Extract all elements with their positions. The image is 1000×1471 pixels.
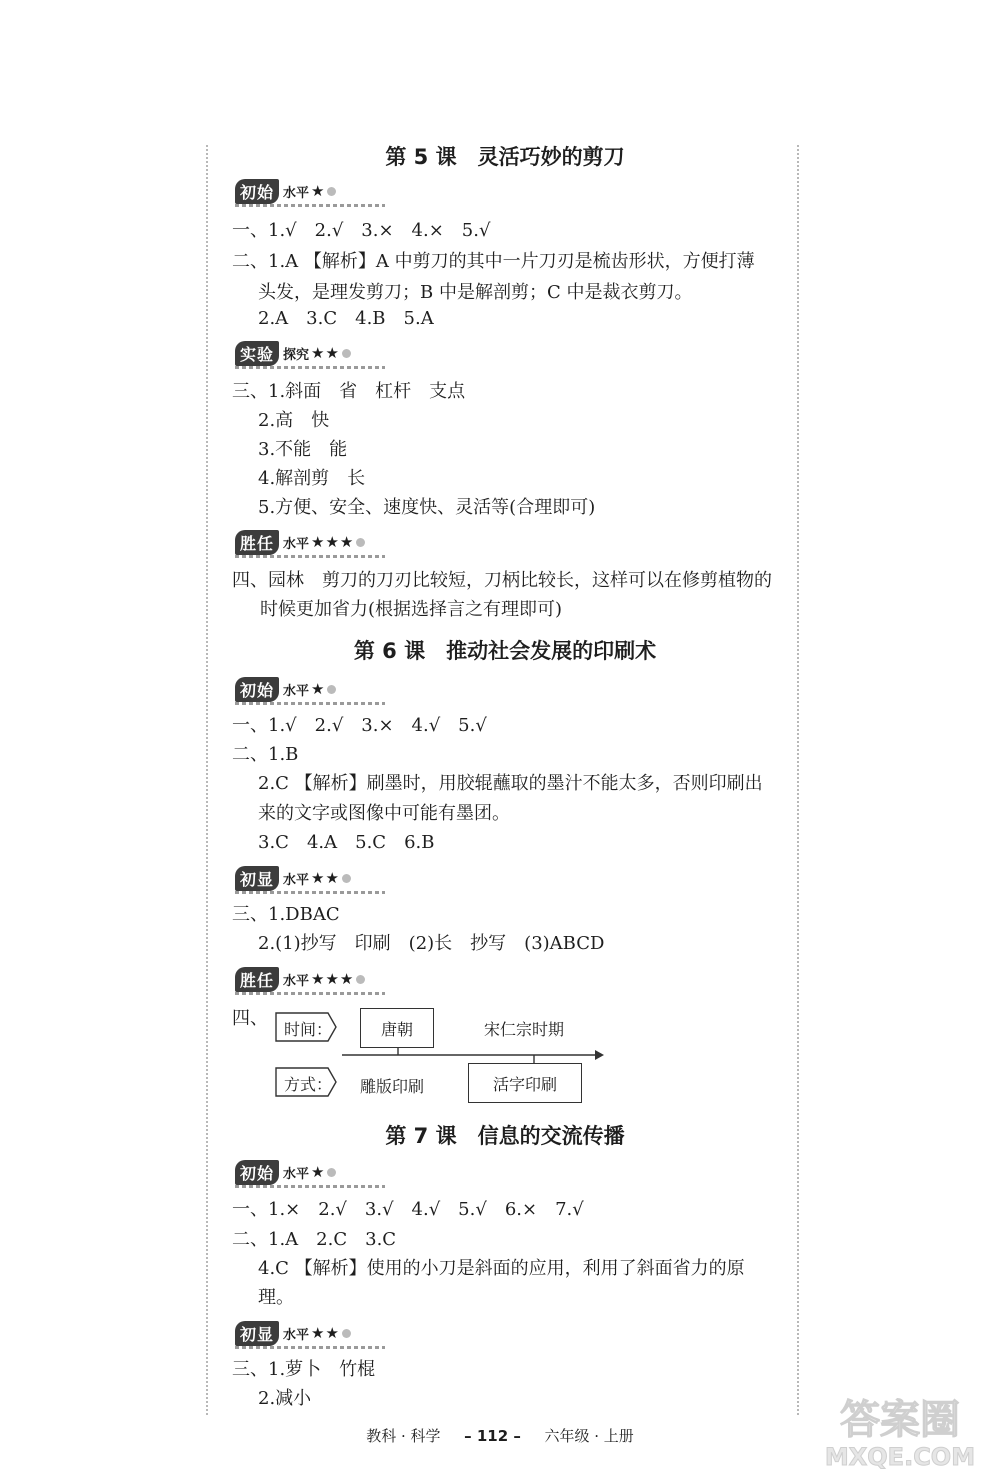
- wave-decoration: [235, 891, 385, 894]
- answer-line: 一、1.× 2.√ 3.√ 4.√ 5.√ 6.× 7.√: [232, 1199, 584, 1220]
- time-2: 宋仁宗时期: [484, 1020, 565, 1039]
- lesson7-badge-show: [235, 1320, 351, 1346]
- footer-subject: 教科 · 科学: [366, 1427, 441, 1445]
- badge-level: 水平: [283, 872, 310, 888]
- lesson5-badge-explore: [235, 340, 351, 366]
- badge-tag: 初显: [235, 1321, 279, 1346]
- answer-line: 2.A 3.C 4.B 5.A: [258, 308, 434, 329]
- answer-line: 3.C 4.A 5.C 6.B: [258, 832, 435, 853]
- badge-tag: 实验: [235, 341, 279, 366]
- dot-icon: [342, 349, 351, 358]
- answer-line: 三、1.斜面 省 杠杆 支点: [232, 381, 466, 402]
- dot-icon: [327, 187, 336, 196]
- badge-tag: 初始: [235, 179, 279, 204]
- badge-level: 水平: [283, 536, 310, 552]
- answer-line: 4.解剖剪 长: [258, 468, 366, 489]
- answer-line: 四、园林 剪刀的刀刃比较短，刀柄比较长，这样可以在修剪植物的: [232, 570, 772, 591]
- footer-grade: 六年级 · 上册: [544, 1427, 634, 1445]
- watermark-top: 答案圈: [840, 1397, 960, 1443]
- star-icon: ★★: [311, 869, 340, 887]
- answer-line: 一、1.√ 2.√ 3.× 4.× 5.√: [232, 220, 491, 241]
- dot-icon: [342, 874, 351, 883]
- left-margin-line: [206, 145, 208, 1415]
- method-label: 方式：: [284, 1074, 333, 1094]
- lesson6-badge-competent: [235, 966, 365, 992]
- badge-level: 水平: [283, 1166, 310, 1182]
- lesson7-badge-basic: [235, 1159, 336, 1185]
- lesson7-title: 第 7 课 信息的交流传播: [385, 1124, 625, 1148]
- method-1: 雕版印刷: [360, 1077, 425, 1096]
- lesson5-title: 第 5 课 灵活巧妙的剪刀: [385, 145, 625, 169]
- answer-line: 4.C 【解析】使用的小刀是斜面的应用，利用了斜面省力的原: [258, 1258, 745, 1279]
- answer-line: 来的文字或图像中可能有墨团。: [258, 803, 510, 824]
- wave-decoration: [235, 204, 385, 207]
- page-number: – 112 –: [464, 1427, 521, 1445]
- answer-line: 二、1.A 2.C 3.C: [232, 1229, 397, 1250]
- method-box-2: 活字印刷: [468, 1063, 582, 1103]
- wave-decoration: [235, 1185, 385, 1188]
- badge-tag: 初显: [235, 866, 279, 891]
- time-label: 时间：: [284, 1019, 333, 1039]
- dot-icon: [327, 1168, 336, 1177]
- star-icon: ★: [311, 182, 326, 200]
- watermark-bottom: MXQE.COM: [824, 1443, 976, 1471]
- answer-line: 一、1.√ 2.√ 3.× 4.√ 5.√: [232, 715, 487, 736]
- star-icon: ★★★: [311, 533, 355, 551]
- answer-line: 2.高 快: [258, 410, 330, 431]
- lesson5-badge-basic: [235, 178, 336, 204]
- watermark-logo: [800, 1385, 1000, 1471]
- wave-decoration: [235, 555, 385, 558]
- answer-line: 二、1.B: [232, 744, 299, 765]
- answer-line: 时候更加省力(根据选择言之有理即可): [260, 599, 563, 620]
- wave-decoration: [235, 992, 385, 995]
- star-icon: ★: [311, 680, 326, 698]
- time-box-1: 唐朝: [360, 1008, 434, 1048]
- badge-tag: 胜任: [235, 530, 279, 555]
- badge-tag: 初始: [235, 1160, 279, 1185]
- star-icon: ★★★: [311, 970, 355, 988]
- star-icon: ★★: [311, 344, 340, 362]
- badge-tag: 初始: [235, 677, 279, 702]
- answer-line: 2.减小: [258, 1388, 312, 1409]
- answer-line: 头发，是理发剪刀；B 中是解剖剪；C 中是裁衣剪刀。: [258, 282, 693, 303]
- answer-line: 理。: [258, 1287, 294, 1308]
- dot-icon: [356, 975, 365, 984]
- lesson6-badge-basic: [235, 676, 336, 702]
- badge-level: 水平: [283, 185, 310, 201]
- star-icon: ★: [311, 1163, 326, 1181]
- wave-decoration: [235, 1346, 385, 1349]
- badge-level: 水平: [283, 1327, 310, 1343]
- wave-decoration: [235, 702, 385, 705]
- wave-decoration: [235, 366, 385, 369]
- lesson6-title: 第 6 课 推动社会发展的印刷术: [353, 639, 657, 663]
- badge-tag: 胜任: [235, 967, 279, 992]
- answer-line: 2.C 【解析】刷墨时，用胶辊蘸取的墨汁不能太多，否则印刷出: [258, 773, 763, 794]
- badge-level: 探究: [283, 347, 310, 363]
- dot-icon: [342, 1329, 351, 1338]
- badge-level: 水平: [283, 683, 310, 699]
- answer-line: 三、1.萝卜 竹棍: [232, 1359, 376, 1380]
- dot-icon: [356, 538, 365, 547]
- badge-level: 水平: [283, 973, 310, 989]
- answer-line: 5.方便、安全、速度快、灵活等(合理即可): [258, 497, 596, 518]
- dot-icon: [327, 685, 336, 694]
- answer-line: 四、: [232, 1008, 268, 1029]
- answer-line: 三、1.DBAC: [232, 904, 340, 925]
- lesson5-badge-competent: [235, 529, 365, 555]
- arrow-head-icon: [595, 1050, 604, 1060]
- answer-line: 二、1.A 【解析】A 中剪刀的其中一片刀刃是梳齿形状，方便打薄: [232, 251, 755, 272]
- answer-line: 2.(1)抄写 印刷 (2)长 抄写 (3)ABCD: [258, 933, 605, 954]
- right-margin-line: [797, 145, 799, 1415]
- answer-line: 3.不能 能: [258, 439, 348, 460]
- lesson6-badge-show: [235, 865, 351, 891]
- star-icon: ★★: [311, 1324, 340, 1342]
